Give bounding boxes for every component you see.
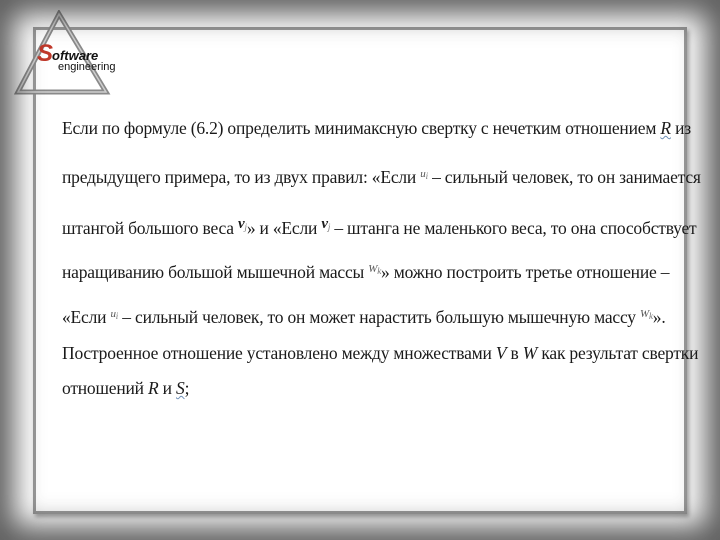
var-v: v — [321, 216, 328, 232]
text-line-1: Если по формуле (6.2) определить минимаксную свертку с нечетким отношением R из — [62, 118, 691, 138]
text-line-2: предыдущего примера, то из двух правил: «Если $^{ui}$ – сильный человек, то он занимается — [62, 167, 701, 187]
var-u: u — [110, 308, 116, 320]
var-W: W — [640, 308, 649, 320]
text-line-5: «Если $^{ui}$ – сильный человек, то он может нарастить большую мышечную массу $^{Wk}$». — [62, 307, 666, 327]
var-R: R — [148, 378, 159, 398]
var-R: R — [660, 118, 671, 138]
var-V: V — [495, 343, 507, 363]
var-W: W — [368, 263, 378, 275]
text-line-6: Построенное отношение установлено между множествами V в W как результат свертки — [62, 343, 699, 363]
var-u: u — [420, 168, 426, 180]
var-v: v — [238, 216, 245, 232]
logo-word-software: oftware — [52, 48, 99, 63]
var-W: W — [522, 343, 538, 363]
software-engineering-logo — [14, 10, 124, 100]
logo-word-engineering: engineering — [58, 61, 116, 73]
text-line-4: наращиванию большой мышечной массы $^{Wk}$» можно построить третье отношение – — [62, 262, 670, 282]
text-line-7: отношений R и S; — [62, 378, 190, 398]
var-S: S — [176, 378, 185, 398]
text-line-3: штангой большого веса $v^j$» и «Если $v^j$ – штанга не маленького веса, то она способствует — [62, 216, 697, 238]
logo-initial: S — [37, 40, 54, 67]
